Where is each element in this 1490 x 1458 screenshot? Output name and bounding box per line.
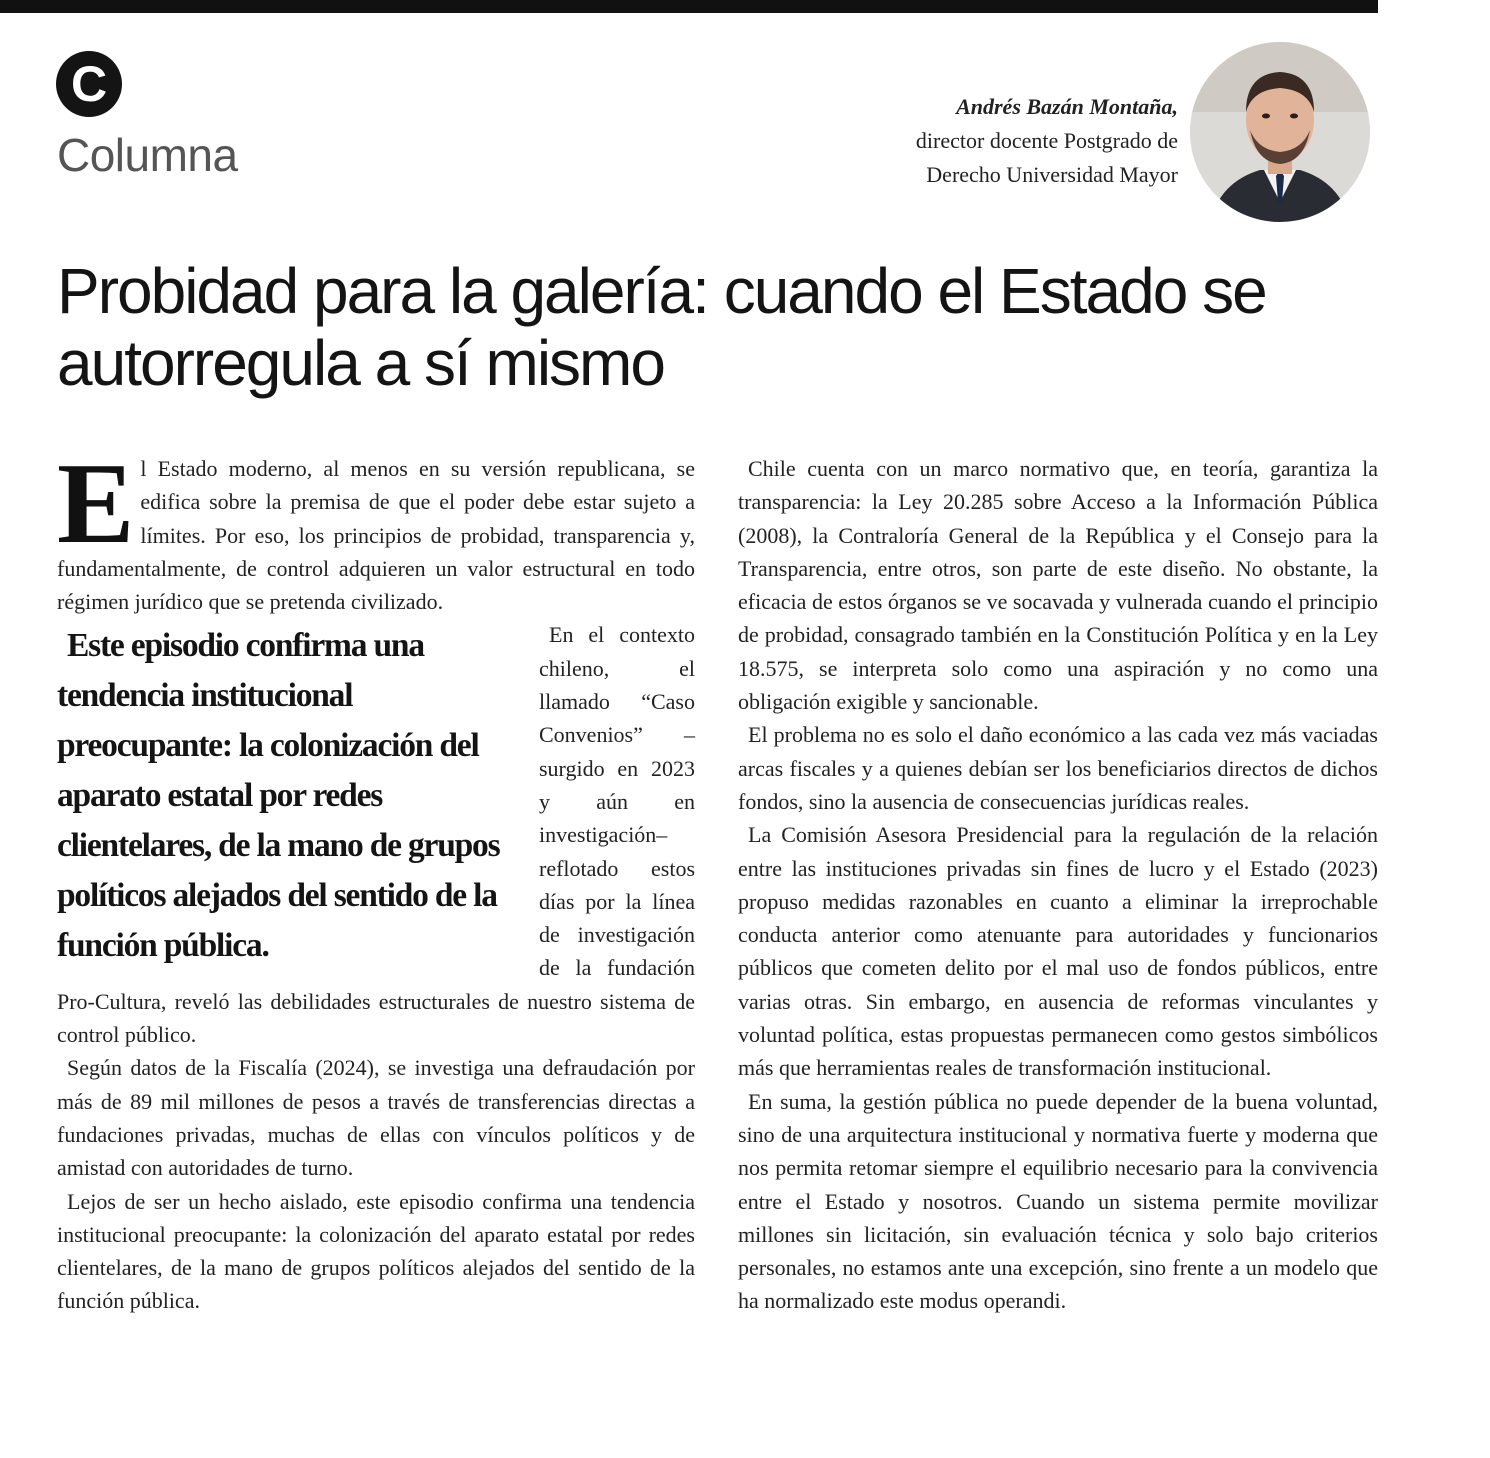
author-role-line1: director docente Postgrado de xyxy=(915,128,1178,153)
paragraph-intro-text: l Estado moderno, al menos en su versión republicana, se edifica sobre la premisa de que el poder debe estar sujeto a límites. Por eso, los principios de probidad, transparencia y, fundamentalmente, de control adquieren un valor estructural en todo régimen jurídico que se pretenda civilizado. xyxy=(57,456,695,615)
paragraph-fiscalia: Según datos de la Fiscalía (2024), se investiga una defraudación por más de 89 mil millones de pesos a través de transferencias directas a fundaciones privadas, muchas de ellas con vínculos políticos y de amistad con autoridades de turno. xyxy=(57,1055,695,1181)
paragraph-problem: El problema no es solo el daño económico a las cada vez más vaciadas arcas fiscales y a quienes debían ser los beneficiarios directos de dichos fondos, sino la ausencia de consecuencias jurídicas reales. xyxy=(738,722,1378,814)
paragraph-commission: La Comisión Asesora Presidencial para la regulación de la relación entre las instituciones privadas sin fines de lucro y el Estado (2023) propuso medidas razonables en cuanto a eliminar la irreprochable conducta anterior como atenuante para autoridades y funcionarios públicos que cometen delito por el mal uso de fondos públicos, entre varias otras. Sin embargo, en ausencia de reformas vinculantes y voluntad política, estas propuestas permanecen como gestos simbólicos más que herramientas reales de transformación institucional. xyxy=(738,822,1378,1081)
paragraph-conclusion: En suma, la gestión pública no puede depender de la buena voluntad, sino de una arquitectura institucional y normativa fuerte y moderna que nos permita retomar siempre el equilibrio necesario para la convivencia entre el Estado y nosotros. Cuando un sistema permite movilizar millones sin licitación, sin evaluación técnica y solo bajo criterios personales, no estamos ante una excepción, sino frente a un modelo que ha normalizado este modus operandi. xyxy=(738,1088,1378,1314)
paragraph-context xyxy=(57,618,695,1051)
paragraph-context-text: En el contexto chileno, el llamado “Caso Convenios” –surgido en 2023 y aún en investigación– reflotado estos días por la línea de investigación de la fundación Pro-Cultura, reveló las debilidades estructurales de nuestro sistema de control público. xyxy=(57,622,695,1048)
article-column-right xyxy=(738,452,1378,1318)
section-label: Columna xyxy=(57,129,238,181)
dropcap: E xyxy=(57,440,135,568)
author-name: Andrés Bazán Montaña, xyxy=(956,94,1178,119)
article-column-left xyxy=(57,440,695,1318)
top-rule xyxy=(0,0,1378,13)
author-portrait-illustration xyxy=(1190,42,1370,222)
paragraph-intro xyxy=(57,440,695,618)
author-photo xyxy=(1190,42,1370,222)
pull-quote: Este episodio confirma una tendencia institucional preocupante: la colonización del aparato estatal por redes clientelares, de la mano de grupos políticos alejados del sentido de la función pública. xyxy=(57,627,500,965)
headline: Probidad para la galería: cuando el Estado se autorregula a sí mismo xyxy=(57,255,1266,399)
byline xyxy=(916,90,1178,192)
column-logo: C xyxy=(56,51,122,117)
paragraph-framework: Chile cuenta con un marco normativo que, en teoría, garantiza la transparencia: la Ley 20.285 sobre Acceso a la Información Pública (2008), la Contraloría General de la República y el Consejo para la Transparencia, entre otros, son parte de este diseño. No obstante, la eficacia de estos órganos se ve socavada y vulnerada cuando el principio de probidad, consagrado también en la Constitución Política y en la Ley 18.575, se interpreta solo como una aspiración y no como una obligación exigible y sancionable. xyxy=(738,456,1378,715)
author-role-line2: Derecho Universidad Mayor xyxy=(926,162,1178,187)
paragraph-episode: Lejos de ser un hecho aislado, este episodio confirma una tendencia institucional preocupante: la colonización del aparato estatal por redes clientelares, de la mano de grupos políticos alejados del sentido de la función pública. xyxy=(57,1188,695,1314)
